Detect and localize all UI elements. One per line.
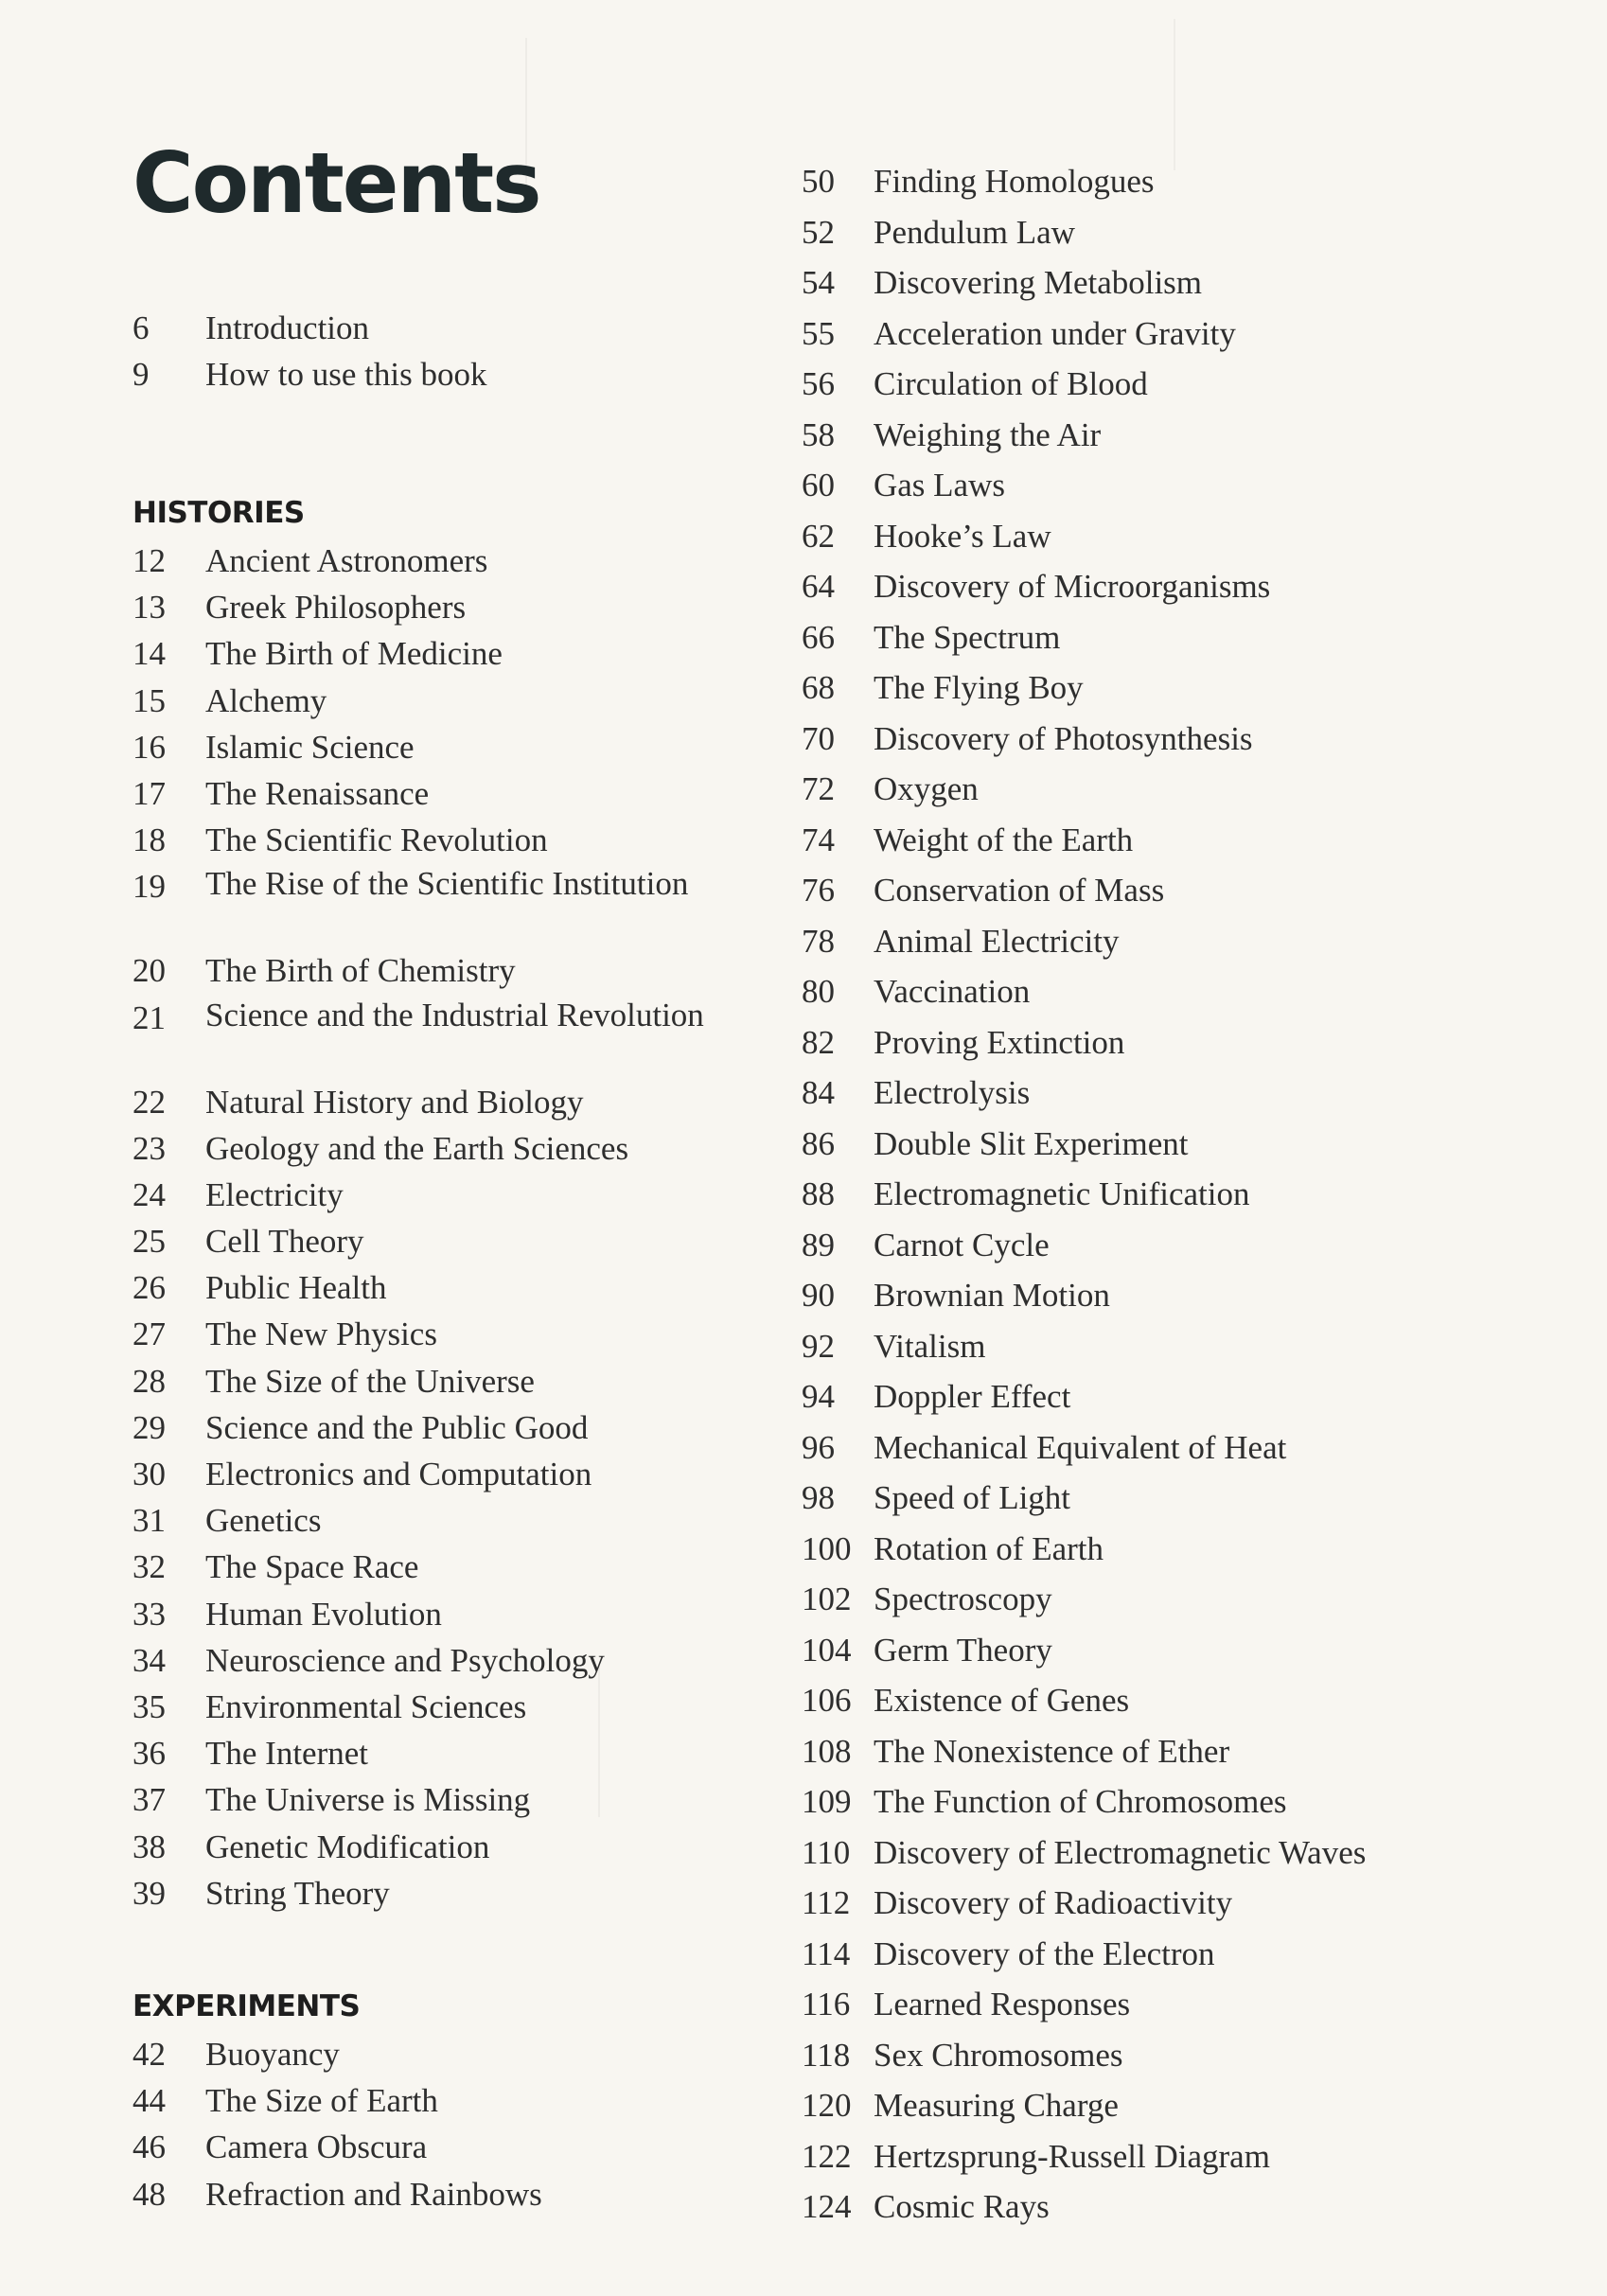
toc-entry[interactable]	[132, 1358, 535, 1404]
entry-title: The Renaissance	[205, 774, 430, 812]
toc-entry[interactable]	[132, 2077, 438, 2124]
page-number: 30	[132, 1456, 166, 1492]
entry-title: Cell Theory	[205, 1223, 364, 1261]
page-number: 80	[802, 973, 835, 1010]
entry-title: Geology and the Earth Sciences	[205, 1129, 629, 1167]
entry-title: Ancient Astronomers	[205, 542, 488, 579]
page-number: 98	[802, 1479, 835, 1516]
entry-title: Carnot Cycle	[874, 1226, 1050, 1263]
entry-title: Vaccination	[874, 973, 1031, 1010]
page-number: 102	[802, 1581, 852, 1617]
entry-title: Proving Extinction	[874, 1023, 1125, 1061]
entry-title: Vitalism	[874, 1327, 986, 1365]
entry-title: The Internet	[205, 1735, 368, 1773]
page-number: 44	[132, 2082, 166, 2120]
entry-title: Weighing the Air	[874, 415, 1102, 453]
page-number: 78	[802, 922, 835, 960]
page-number: 68	[802, 669, 835, 706]
toc-entry[interactable]	[132, 2171, 542, 2217]
entry-title: Refraction and Rainbows	[205, 2175, 542, 2213]
toc-entry[interactable]	[132, 1497, 322, 1544]
toc-entry[interactable]	[132, 1591, 442, 1637]
entry-title: Genetics	[205, 1502, 322, 1540]
page-number: 70	[802, 719, 835, 757]
page-number: 6	[132, 309, 150, 346]
toc-entry[interactable]	[132, 2031, 360, 2077]
entry-title: Brownian Motion	[874, 1277, 1110, 1314]
entry-title: The Space Race	[205, 1548, 419, 1586]
page-number: 37	[132, 1781, 166, 1819]
toc-entry[interactable]	[132, 1730, 368, 1776]
page-number: 46	[132, 2128, 166, 2166]
entry-title: Public Health	[205, 1269, 387, 1307]
page-number: 90	[802, 1277, 835, 1314]
page-number: 13	[132, 589, 166, 627]
entry-title: Electromagnetic Unification	[874, 1175, 1250, 1212]
page-number: 55	[802, 314, 835, 352]
toc-entry[interactable]	[132, 1637, 605, 1684]
entry-title: Electricity	[205, 1175, 344, 1213]
page-number: 27	[132, 1316, 166, 1353]
toc-entry[interactable]	[132, 1125, 629, 1172]
page-number: 36	[132, 1735, 166, 1773]
entry-title: The Spectrum	[874, 618, 1061, 656]
page-number: 24	[132, 1175, 166, 1213]
entry-title: Doppler Effect	[874, 1378, 1071, 1415]
page-number: 21	[132, 998, 166, 1036]
entry-title: Double Slit Experiment	[874, 1124, 1189, 1162]
page-number: 22	[132, 1083, 166, 1121]
section-heading-experiments: EXPERIMENTS	[132, 1989, 361, 2023]
entry-title: The Birth of Medicine	[205, 635, 503, 673]
page-number: 108	[802, 1732, 852, 1770]
page-number: 114	[802, 1934, 851, 1972]
entry-title: Genetic Modification	[205, 1828, 490, 1865]
histories-list	[132, 538, 704, 1916]
entry-title: Alchemy	[205, 681, 327, 719]
entry-title: Acceleration under Gravity	[874, 314, 1236, 352]
entry-title: The Rise of the Scientific Institution	[205, 865, 689, 903]
entry-title: Science and the Industrial Revolution	[205, 996, 704, 1033]
entry-title: Buoyancy	[205, 2036, 340, 2073]
entry-title: Pendulum Law	[874, 213, 1075, 251]
entry-title: Sex Chromosomes	[874, 2036, 1123, 2074]
toc-entry[interactable]	[132, 584, 467, 630]
page-number: 92	[802, 1327, 835, 1365]
page-number: 20	[132, 952, 166, 990]
entry-title: Oxygen	[874, 770, 979, 807]
page-number: 84	[802, 1074, 835, 1111]
page-number: 96	[802, 1428, 835, 1466]
entry-title: Discovery of Microorganisms	[874, 568, 1271, 605]
toc-entry[interactable]	[132, 678, 327, 724]
entry-title: Human Evolution	[205, 1595, 442, 1633]
page-number: 15	[132, 681, 166, 719]
page-number: 54	[802, 264, 835, 301]
entry-title: String Theory	[205, 1874, 390, 1912]
page-number: 14	[132, 635, 166, 673]
toc-entry[interactable]	[132, 1451, 592, 1497]
entry-title: Mechanical Equivalent of Heat	[874, 1428, 1287, 1466]
entry-title: The Function of Chromosomes	[874, 1783, 1287, 1820]
toc-entry[interactable]	[132, 1404, 589, 1451]
page-number: 118	[802, 2036, 851, 2074]
entry-title: Discovery of Electromagnetic Waves	[874, 1833, 1367, 1871]
page-number: 116	[802, 1986, 851, 2022]
entry-title: Electronics and Computation	[205, 1456, 592, 1492]
entry-title: Neuroscience and Psychology	[205, 1641, 605, 1679]
entry-title: Islamic Science	[205, 728, 415, 766]
entry-title: The Birth of Chemistry	[205, 952, 516, 990]
page-number: 38	[132, 1828, 166, 1865]
entry-title: Germ Theory	[874, 1631, 1052, 1669]
page-number: 34	[132, 1641, 166, 1679]
entry-title: Cosmic Rays	[874, 2188, 1050, 2225]
entry-title: Weight of the Earth	[874, 821, 1134, 858]
page-number: 56	[802, 365, 835, 402]
entry-title: The Nonexistence of Ether	[874, 1732, 1230, 1770]
page-number: 19	[132, 868, 166, 906]
entry-title: The Size of Earth	[205, 2082, 438, 2120]
entry-title: Learned Responses	[874, 1986, 1131, 2022]
toc-entry[interactable]	[132, 1172, 344, 1218]
page-number: 58	[802, 415, 835, 453]
entry-title: Speed of Light	[874, 1479, 1071, 1516]
page-number: 122	[802, 2137, 852, 2175]
toc-entry[interactable]	[132, 947, 516, 994]
toc-entry[interactable]	[132, 538, 488, 584]
toc-entry[interactable]	[132, 1684, 527, 1730]
toc-entry[interactable]	[132, 1079, 584, 1125]
toc-entry[interactable]	[132, 1311, 437, 1357]
entry-title: Greek Philosophers	[205, 589, 467, 627]
page-number: 109	[802, 1783, 852, 1820]
entry-title: Science and the Public Good	[205, 1408, 589, 1446]
page-number: 100	[802, 1529, 852, 1567]
entry-title: The New Physics	[205, 1316, 437, 1353]
page-number: 94	[802, 1378, 835, 1415]
page-number: 62	[802, 517, 835, 555]
entry-title: The Size of the Universe	[205, 1362, 535, 1400]
page-number: 9	[132, 356, 150, 394]
page-number: 52	[802, 213, 835, 251]
entry-title: Camera Obscura	[205, 2128, 428, 2166]
scan-artifact	[1174, 19, 1175, 170]
page-number: 112	[802, 1884, 851, 1921]
page-number: 104	[802, 1631, 852, 1669]
page-number: 31	[132, 1502, 166, 1540]
page-number: 16	[132, 728, 166, 766]
page-number: 74	[802, 821, 835, 858]
toc-entry[interactable]	[132, 630, 503, 677]
page-number: 28	[132, 1362, 166, 1400]
page-number: 50	[802, 163, 835, 200]
entry-title: Finding Homologues	[874, 163, 1155, 200]
entry-title: How to use this book	[205, 356, 487, 394]
histories-section	[132, 488, 704, 1916]
toc-entry[interactable]	[132, 724, 415, 770]
page-number: 12	[132, 542, 166, 579]
page-title: Contents	[132, 134, 540, 232]
toc-entry[interactable]	[132, 863, 689, 947]
entry-title: Circulation of Blood	[874, 365, 1148, 402]
entry-title: Measuring Charge	[874, 2087, 1119, 2124]
entry-title: Hertzsprung-Russell Diagram	[874, 2137, 1270, 2175]
entry-title: Gas Laws	[874, 467, 1005, 503]
toc-entry[interactable]	[132, 770, 430, 817]
toc-entry[interactable]	[132, 1870, 390, 1916]
entry-title: Discovery of Photosynthesis	[874, 719, 1253, 757]
experiments-section	[132, 1982, 542, 2217]
section-heading-histories: HISTORIES	[132, 496, 305, 530]
entry-title: The Universe is Missing	[205, 1781, 531, 1819]
entry-title: Discovering Metabolism	[874, 264, 1203, 301]
entry-title: Existence of Genes	[874, 1682, 1130, 1719]
page-number: 23	[132, 1129, 166, 1167]
entry-title: Environmental Sciences	[205, 1687, 527, 1725]
entry-title: The Scientific Revolution	[205, 821, 548, 859]
page-number: 89	[802, 1226, 835, 1263]
page-number: 110	[802, 1833, 851, 1871]
toc-entry[interactable]	[132, 1824, 490, 1870]
page-number: 25	[132, 1223, 166, 1261]
page-number: 120	[802, 2087, 852, 2124]
entry-title: Discovery of the Electron	[874, 1934, 1215, 1972]
toc-entry[interactable]	[132, 995, 704, 1079]
toc-entry[interactable]	[132, 1776, 531, 1823]
page-number: 48	[132, 2175, 166, 2213]
page-number: 17	[132, 774, 166, 812]
toc-entry[interactable]	[132, 2124, 428, 2170]
scan-artifact	[598, 1666, 600, 1817]
entry-title: Introduction	[205, 309, 370, 346]
entry-title: Hooke’s Law	[874, 517, 1051, 555]
entry-title: Natural History and Biology	[205, 1083, 584, 1121]
page-number: 72	[802, 770, 835, 807]
entry-title: The Flying Boy	[874, 669, 1084, 706]
entry-title: Discovery of Radioactivity	[874, 1884, 1233, 1921]
page-number: 64	[802, 568, 835, 605]
page-number: 18	[132, 821, 166, 859]
page-number: 29	[132, 1408, 166, 1446]
page-number: 124	[802, 2188, 852, 2225]
toc-entry[interactable]	[132, 1218, 364, 1264]
page-number: 86	[802, 1124, 835, 1162]
page-number: 106	[802, 1682, 852, 1719]
page-number: 39	[132, 1874, 166, 1912]
page-number: 26	[132, 1269, 166, 1307]
entry-title: Electrolysis	[874, 1074, 1031, 1111]
page-number: 76	[802, 872, 835, 909]
toc-entry[interactable]	[132, 1264, 387, 1311]
page-number: 35	[132, 1687, 166, 1725]
toc-entry[interactable]	[132, 817, 548, 863]
page-number: 88	[802, 1175, 835, 1212]
entry-title: Rotation of Earth	[874, 1529, 1104, 1567]
page-number: 42	[132, 2036, 166, 2073]
entry-title: Spectroscopy	[874, 1581, 1052, 1617]
page-number: 60	[802, 467, 835, 503]
page-number: 82	[802, 1023, 835, 1061]
page-number: 66	[802, 618, 835, 656]
page-number: 32	[132, 1548, 166, 1586]
toc-entry[interactable]	[132, 1544, 419, 1590]
page-number: 33	[132, 1595, 166, 1633]
experiments-list	[132, 2031, 542, 2217]
entry-title: Conservation of Mass	[874, 872, 1165, 909]
entry-title: Animal Electricity	[874, 922, 1120, 960]
